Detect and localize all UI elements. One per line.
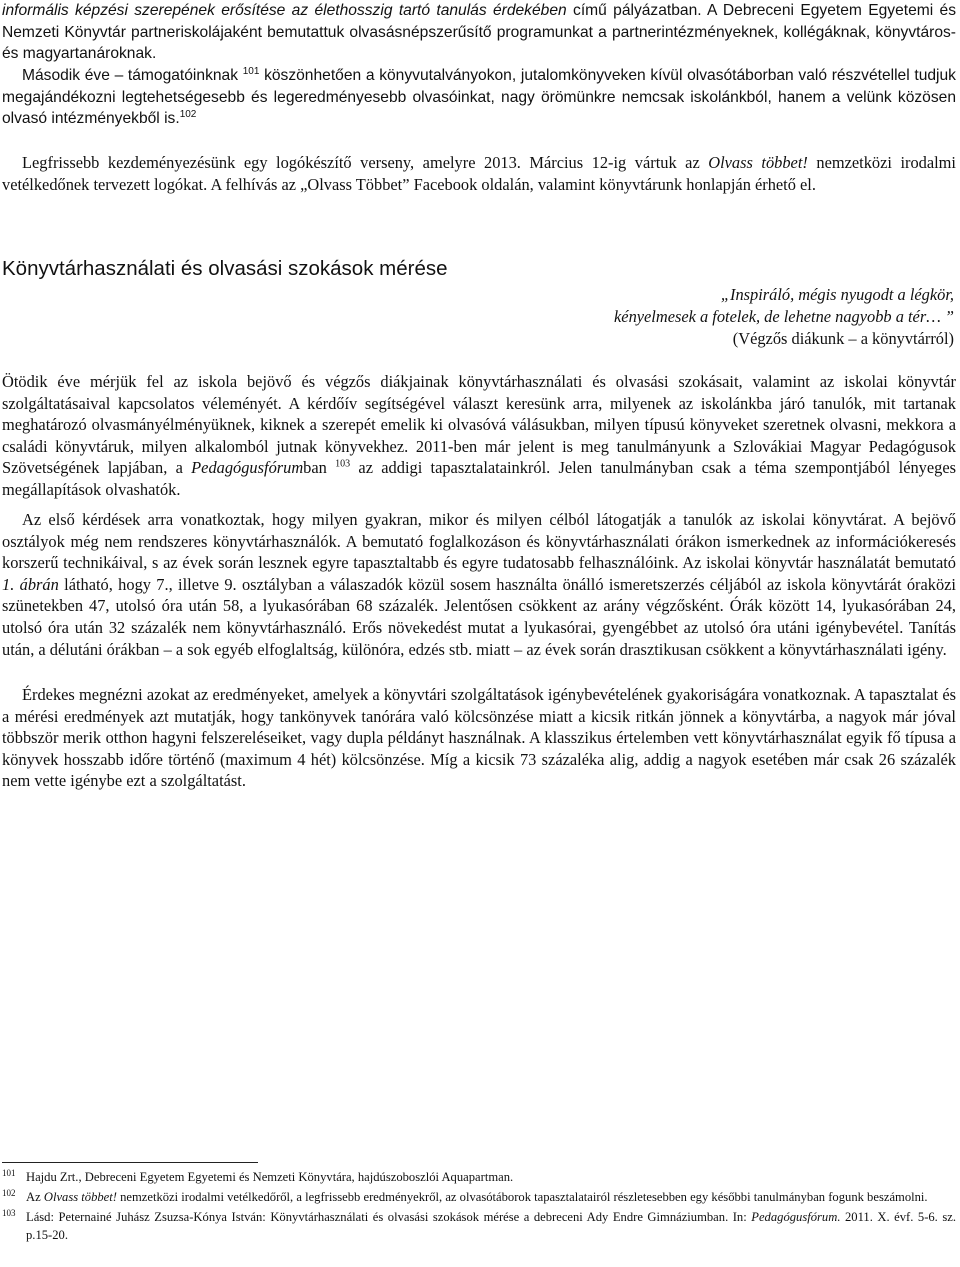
footnote-102: [2, 1188, 956, 1206]
section-heading: Könyvtárhasználati és olvasási szokások mérése: [2, 257, 448, 280]
pedagogusforum-italic: Pedagógusfórum: [191, 458, 304, 478]
intro-paragraph: [2, 0, 956, 65]
fifth-year-text-start: Ötödik éve mérjük fel az iskola bejövő és végzős diákjainak könyvtárhasználati és olvasási szokásait, valamint az iskolai könyvtár szolgáltatásaival kapcsolatos véleményét. A kérdőív segítségével választ keresünk arra, milyenek az iskolánkba járó tanulók, mit tartanak meghatározó olvasmányélményüknek, kiknek a szerepét emelik ki olvasóvá válásukban, milyen típusú könyveket szeretnek olvasni, mekkora a családi könyvtáruk, milyen alkalomból jutnak könyvekhez. 2011-ben már jelent is meg tanulmányunk a Szlovákiai Magyar Pedagógusok Szövetségének lapjában, a: [2, 372, 956, 478]
olvass-tobbet-italic: Olvass többet!: [708, 153, 808, 172]
footnote-101: [2, 1168, 956, 1186]
second-year-text: köszönhetően a könyvutalványokon, jutalomkönyveken kívül olvasótáborban való részvétellel tudjuk megajándékozni legtehetségesebb és legeredményesebb olvasóinkat, nagy örömünkre nemcsak iskolánkból, hanem a velünk közösen olvasó intézményekből is.: [2, 67, 956, 128]
footnote-ref-103[interactable]: 103: [335, 458, 351, 470]
intro-text: című pályázatban. A Debreceni Egyetem Egyetemi és Nemzeti Könyvtár partneriskolájaként bemutattuk olvasásnépszerűsítő programunkat a partnerintézményeknek, kollégáknak, könyvtáros- és magyartanároknak.: [2, 2, 956, 63]
interesting-results-text: Érdekes megnézni azokat az eredményeket, amelyek a könyvtári szolgáltatások igénybevételének gyakoriságára vonatkoznak. A tapasztalat és a mérési eredmények azt mutatják, hogy tankönyvek tanórára való kölcsönzése miatt a kicsik ritkán jönnek a könyvtárba, a nagyok már jóval többször merik otthon hagyni felszereléseiket, vagy dupla példányt használnak. A klasszikus értelemben vett könyvtárhasználat egyik fő típusa a könyvek hosszabb időre történő (maximum 4 hét) kölcsönzése. Míg a kicsik 73 százaléka alig, addig a nagyok esetében már csak 26 százalék nem vette igénybe ezt a szolgáltatást.: [2, 685, 956, 791]
footnote-text-start: Lásd: Peternainé Juhász Zsuzsa-Kónya István: Könyvtárhasználati és olvasási szokások mérése a debreceni Ady Endre Gimnáziumban. In:: [26, 1210, 752, 1224]
footnote-divider: [2, 1162, 258, 1163]
paragraph-first-questions: [2, 509, 956, 660]
footnote-italic: Olvass többet!: [43, 1190, 117, 1204]
footnote-number: 102: [2, 1188, 16, 1198]
footnote-number: 103: [2, 1208, 16, 1218]
fifth-year-text-mid: ban: [303, 458, 336, 478]
first-questions-text-start: Az első kérdések arra vonatkoztak, hogy milyen gyakran, mikor és milyen célból látogatják a tanulók az iskolai könyvtárat. A bejövő osztályok még nem rendszeres könyvtárhasználók. A bemutató foglalkozáson és könyvtárhasználati órákon ismerkednek az információkeresés korszerű technikáival, s az évek során lesznek egyre tapasztaltabb és egyre tudatosabb felhasználóink. Az iskolai könyvtár használatát bemutató: [2, 510, 956, 573]
second-year-text-start: Második éve – támogatóinknak: [22, 67, 239, 84]
quote-attribution: (Végzős diákunk – a könyvtárról): [732, 328, 954, 348]
footnote-text: Hajdu Zrt., Debreceni Egyetem Egyetemi és Nemzeti Könyvtára, hajdúszoboszlói Aquapartman.: [26, 1170, 514, 1184]
footnotes: [2, 1168, 956, 1246]
logo-contest-text-end: nemzetközi irodalmi vetélkedőnek tervezett logókat. A felhívás az „Olvass Többet” Facebook oldalán, valamint könyvtárunk honlapján érhető el.: [2, 153, 956, 194]
footnote-text-start: Az: [26, 1190, 44, 1204]
paragraph-logo-contest: [2, 152, 956, 195]
footnote-103: [2, 1208, 956, 1244]
fifth-year-text-end: az addigi tapasztalatainkról. Jelen tanulmányban csak a téma szempontjából lényeges megállapítások olvashatók.: [2, 458, 956, 499]
figure-1-reference: 1. ábrán: [2, 574, 59, 594]
epigraph-quote: [454, 284, 954, 349]
paragraph-fifth-year: [2, 371, 956, 501]
first-questions-text-end: látható, hogy 7., illetve 9. osztályban a válaszadók közül sosem használta önálló ismeretszerzés céljából az iskola könyvtárát óraközi szünetekben 47, utolsó óra után 58, a lyukasórában 68 százalék. Jelentősen csökkent az arány végzősként. Órák között 14, lyukasórában 24, utolsó óra után 32 százalék nem könyvtárhasználó. Erős növekedést mutat a lyukasórai, gyengébbet az utolsó óra utáni igénybevétel. Tanítás után, a délutáni órákban – a sok egyéb elfoglaltság, különóra, edzés stb. miatt – az évek során drasztikusan csökkent a könyvtárhasználati igény.: [2, 574, 956, 659]
logo-contest-text-start: Legfrissebb kezdeményezésünk egy logókészítő verseny, amelyre 2013. Március 12-ig vártuk az: [22, 153, 709, 172]
footnote-number: 101: [2, 1168, 16, 1178]
intro-italic-title: informális képzési szerepének erősítése az élethosszig tartó tanulás érdekében: [2, 2, 567, 19]
footnote-ref-102[interactable]: 102: [179, 109, 197, 120]
footnote-text-end: nemzetközi irodalmi vetélkedőről, a legfrissebb eredményekről, az olvasótáborok tapasztalatairól részletesebben egy későbbi tanulmányban fogunk beszámolni.: [116, 1190, 928, 1204]
paragraph-second-year: [2, 65, 956, 130]
footnote-italic: Pedagógusfórum.: [751, 1210, 841, 1224]
footnote-text-end: 2011. X. évf. 5-6. sz. p.15-20.: [26, 1210, 956, 1242]
quote-line-1: „Inspiráló, mégis nyugodt a légkör,: [720, 285, 954, 304]
paragraph-interesting-results: [2, 684, 956, 792]
footnote-ref-101[interactable]: 101: [242, 65, 260, 77]
quote-line-2: kényelmesek a fotelek, de lehetne nagyobb a tér… ”: [614, 306, 954, 326]
